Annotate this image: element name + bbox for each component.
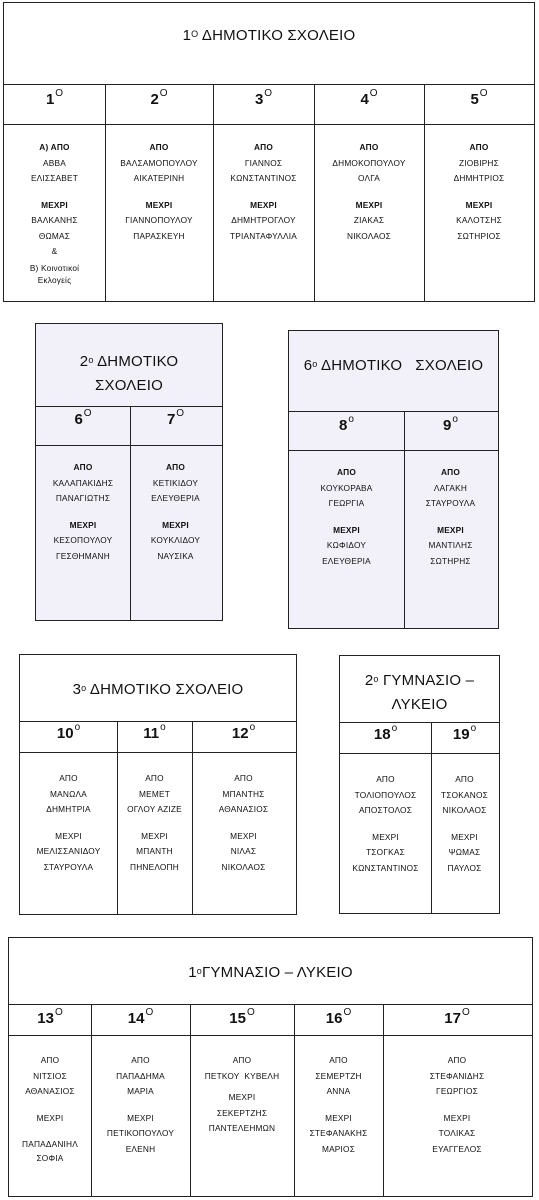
school-title: $1^o\Gamma\Upsilon MNA\Sigma IO$ – ΛΥΚΕΙΟ bbox=[188, 964, 353, 981]
school-title: $3^o$ ΔΗΜΟΤΙΚΟ ΣΧΟΛΕΙΟ bbox=[72, 681, 244, 698]
section-number bbox=[190, 1007, 294, 1027]
ordinal-suffix: Ο bbox=[369, 88, 378, 99]
ordinal-suffix: Ο bbox=[145, 1007, 154, 1018]
section-range bbox=[36, 460, 130, 564]
section-number bbox=[404, 414, 497, 434]
text-line: 12 bbox=[231, 725, 249, 742]
section-range bbox=[289, 465, 404, 569]
text-line: ΝΙΛΑΣ bbox=[230, 846, 257, 856]
ordinal-suffix: ο bbox=[373, 674, 379, 684]
school-title-line2: ΣΧΟΛΕΙΟ bbox=[95, 377, 163, 394]
text-line: ΑΠΟ bbox=[336, 467, 357, 477]
text-line: 4 bbox=[360, 91, 369, 108]
text-line bbox=[340, 819, 431, 830]
ordinal-suffix: Ο bbox=[461, 1007, 470, 1018]
text-line bbox=[383, 1100, 531, 1111]
section-number bbox=[36, 408, 130, 428]
text-line bbox=[314, 187, 424, 198]
text-line: ΚΑΛΑΠΑΚΙΔΗΣ bbox=[52, 477, 114, 488]
text-line: 6 bbox=[74, 411, 83, 428]
ordinal-suffix: ο bbox=[196, 966, 203, 976]
section-number bbox=[294, 1007, 383, 1027]
text-line: ΑΠΟ bbox=[440, 467, 461, 477]
ordinal-suffix: ο bbox=[452, 414, 458, 425]
text-line: 3 bbox=[254, 91, 264, 108]
section-range bbox=[9, 1053, 91, 1164]
text-line: ΚΩΝΣΤΑΝΤΙΝΟΣ bbox=[230, 173, 297, 183]
divider bbox=[36, 445, 222, 446]
text-line: ΚΕΤΙΚΙΔΟΥ bbox=[152, 477, 199, 488]
text-line: ΜΕΧΡΙ bbox=[41, 199, 68, 210]
section-range bbox=[130, 460, 221, 564]
text-line: ΝΙΚΟΛΑΟΣ bbox=[347, 230, 391, 241]
section-range bbox=[4, 140, 105, 286]
text-line: 9 bbox=[443, 417, 452, 434]
text-line: ΜΕΛΙΣΣΑΝΙΔΟΥ bbox=[36, 846, 101, 856]
section-number bbox=[9, 1007, 91, 1027]
ordinal-suffix: Ο bbox=[343, 1007, 352, 1018]
text-line: ΔΗΜΗΤΡΟΓΛΟΥ bbox=[231, 215, 296, 225]
text-line: ΓΕΩΡΓΙΑ bbox=[328, 498, 365, 508]
text-line: ΠΑΥΛΟΣ bbox=[447, 862, 482, 873]
text-line: ΣΕΚΕΡΤΖΗΣ bbox=[216, 1107, 268, 1118]
text-line: ΣΕΜΕΡΤΖΗ bbox=[315, 1070, 362, 1081]
text-line: ΣΟΦΙΑ bbox=[36, 1152, 64, 1163]
text-line: 8 bbox=[339, 417, 348, 434]
section-number bbox=[91, 1007, 190, 1027]
ordinal-suffix: ο bbox=[160, 722, 166, 733]
text-line: ΑΠΟ bbox=[165, 462, 186, 472]
text-line: ΑΝΝΑ bbox=[326, 1086, 351, 1096]
text-line: ΚΩΝΣΤΑΝΤΙΝΟΣ bbox=[352, 862, 419, 873]
text-line: ΕΥΑΓΓΕΛΟΣ bbox=[432, 1143, 482, 1154]
text-line: ΚΑΛΟΤΣΗΣ bbox=[456, 215, 502, 225]
text-line: ΜΕΧΡΙ bbox=[437, 524, 464, 535]
section-range bbox=[192, 771, 295, 875]
text-line: Α) ΑΠΟ bbox=[39, 142, 70, 152]
text-line: ΕΛΙΣΣΑΒΕΤ bbox=[30, 173, 79, 183]
section-number bbox=[105, 88, 213, 108]
text-line: Β) Κοινοτικοί bbox=[29, 262, 80, 273]
text-line bbox=[289, 512, 404, 523]
text-line: ΒΑΛΚΑΝΗΣ bbox=[31, 215, 78, 225]
section-range bbox=[431, 772, 498, 876]
ordinal-suffix: ο bbox=[249, 722, 256, 733]
divider bbox=[9, 1004, 532, 1005]
text-line: ΜΠΑΝΤΗ bbox=[136, 846, 173, 856]
text-line: ΑΠΟ bbox=[149, 142, 169, 152]
section-number bbox=[289, 414, 404, 434]
text-line: ΠΑΝΤΕΛΕΗΜΩΝ bbox=[208, 1123, 276, 1133]
ordinal-suffix: Ο bbox=[159, 88, 168, 99]
text-line: ΜΑΡΙΟΣ bbox=[321, 1143, 356, 1154]
text-line: 14 bbox=[127, 1010, 145, 1027]
text-line: ΠΑΠΑΔΗΜΑ bbox=[116, 1070, 165, 1081]
text-line: ΤΟΛΙΟΠΟΥΛΟΣ bbox=[354, 789, 417, 800]
section-number bbox=[213, 88, 314, 108]
text-line: ΑΠΟ bbox=[469, 142, 489, 152]
text-line: ΜΕΧΡΙ bbox=[250, 199, 277, 210]
text-line: ΒΑΛΣΑΜΟΠΟΥΛΟΥ bbox=[120, 157, 198, 168]
section-number bbox=[192, 722, 295, 742]
text-line: ΑΠΟ bbox=[447, 1055, 467, 1065]
ordinal-suffix: ο bbox=[470, 723, 477, 734]
section-range bbox=[105, 140, 213, 244]
school-2-dimotiko bbox=[35, 323, 223, 621]
text-line: ΑΠΟ bbox=[455, 774, 474, 784]
text-line: ΑΘΑΝΑΣΙΟΣ bbox=[25, 1086, 75, 1096]
section-number bbox=[314, 88, 424, 108]
text-line: ΑΠΟΣΤΟΛΟΣ bbox=[358, 805, 413, 815]
text-line: ΣΩΤΗΡΗΣ bbox=[430, 555, 471, 566]
text-line bbox=[20, 818, 117, 829]
text-line: Εκλογείς bbox=[37, 274, 72, 285]
school-ordinal: 1 bbox=[182, 27, 192, 44]
section-range bbox=[190, 1053, 294, 1137]
text-line bbox=[9, 1100, 91, 1111]
text-line: ΑΠΟ bbox=[59, 773, 78, 783]
text-line bbox=[213, 187, 314, 198]
text-line bbox=[192, 818, 295, 829]
divider bbox=[4, 84, 534, 85]
text-line: ΟΓΛΟΥ ΑΖΙΖΕ bbox=[127, 804, 182, 814]
section-range bbox=[117, 771, 192, 875]
text-line: ΛΑΓΑΚΗ bbox=[433, 482, 468, 493]
text-line: ΜΕΧΡΙ bbox=[228, 1092, 256, 1102]
text-line: 2 bbox=[150, 91, 159, 108]
text-line: ΘΩΜΑΣ bbox=[38, 230, 71, 241]
divider bbox=[289, 450, 498, 451]
text-line: ΣΤΑΥΡΟΥΛΑ bbox=[43, 861, 94, 872]
text-line: ΜΕΧΡΙ bbox=[69, 519, 97, 530]
text-line: ΜΑΝΤΙΛΗΣ bbox=[428, 540, 473, 550]
section-range bbox=[294, 1053, 383, 1157]
divider bbox=[4, 124, 534, 125]
section-number bbox=[4, 88, 105, 108]
text-line: ΨΩΜΑΣ bbox=[448, 847, 481, 857]
text-line: ΣΤΕΦΑΝΑΚΗΣ bbox=[309, 1128, 368, 1138]
text-line: ΜΕΧΡΙ bbox=[55, 830, 82, 841]
ordinal-suffix: Ο bbox=[176, 408, 185, 419]
school-title: $2^o$ ΔΗΜΟΤΙΚΟ bbox=[79, 353, 179, 370]
text-line: ΠΗΝΕΛΟΠΗ bbox=[130, 861, 179, 872]
section-number bbox=[340, 723, 431, 743]
text-line: 19 bbox=[452, 726, 470, 743]
section-number bbox=[431, 723, 498, 743]
text-line: ΑΠΟ bbox=[234, 773, 253, 783]
text-line: ΜΕΧΡΙ bbox=[162, 519, 189, 530]
divider bbox=[20, 752, 296, 753]
text-line: ΑΠΟ bbox=[329, 1055, 348, 1065]
ordinal-suffix: ο bbox=[348, 414, 354, 425]
ordinal-suffix: Ο bbox=[83, 408, 92, 419]
section-number bbox=[130, 408, 221, 428]
text-line: ΖΙΑΚΑΣ bbox=[353, 215, 385, 225]
text-line: ΤΣΟΚΑΝΟΣ bbox=[441, 789, 488, 800]
school-title: $2^o$ ΓΥΜΝΑΣΙΟ – bbox=[364, 672, 475, 689]
text-line: ΑΠΟ bbox=[131, 1055, 150, 1065]
section-number bbox=[424, 88, 534, 108]
ordinal-suffix: Ο bbox=[55, 88, 64, 99]
text-line bbox=[105, 187, 213, 198]
text-line: 10 bbox=[56, 725, 74, 742]
text-line: ΑΠΟ bbox=[73, 462, 93, 472]
school-1-gymnasio-lykeio bbox=[8, 937, 533, 1197]
section-range bbox=[91, 1053, 190, 1157]
text-line: ΣΩΤΗΡΙΟΣ bbox=[457, 230, 501, 241]
ordinal-suffix: Ο bbox=[479, 88, 488, 99]
text-line: 16 bbox=[325, 1010, 343, 1027]
text-line: ΑΠΟ bbox=[376, 774, 395, 784]
school-title bbox=[4, 25, 534, 47]
text-line: 13 bbox=[37, 1010, 54, 1027]
text-line: ΝΙΚΟΛΑΟΣ bbox=[221, 861, 266, 872]
section-range bbox=[20, 771, 117, 875]
text-line: 7 bbox=[166, 411, 176, 428]
text-line: ΑΠΟ bbox=[359, 142, 379, 152]
school-title-text: ΔΗΜΟΤΙΚΟ ΣΧΟΛΕΙΟ bbox=[201, 27, 356, 44]
text-line: ΑΒΒΑ bbox=[43, 157, 66, 168]
text-line: ΚΩΦΙΔΟΥ bbox=[326, 540, 367, 550]
section-number bbox=[20, 722, 117, 742]
school-6-dimotiko bbox=[288, 330, 499, 629]
text-line: ΕΛΕΥΘΕΡΙΑ bbox=[151, 493, 200, 503]
school-title-line2: ΛΥΚΕΙΟ bbox=[391, 696, 448, 713]
section-range bbox=[383, 1053, 531, 1157]
text-line: ΠΕΤΙΚΟΠΟΥΛΟΥ bbox=[106, 1128, 175, 1138]
ordinal-suffix: ο bbox=[88, 355, 94, 365]
text-line: ΠΑΠΑΔΑΝΙΗΛ bbox=[22, 1139, 78, 1149]
text-line: ΑΘΑΝΑΣΙΟΣ bbox=[218, 804, 269, 814]
text-line: ΑΠΟ bbox=[145, 773, 164, 783]
text-line bbox=[91, 1100, 190, 1111]
text-line: ΚΕΣΟΠΟΥΛΟΥ bbox=[53, 535, 113, 545]
text-line: ΜΕΧΡΙ bbox=[372, 831, 399, 842]
text-line: & bbox=[51, 246, 58, 256]
text-line bbox=[117, 818, 192, 829]
text-line: ΔΗΜΟΚΟΠΟΥΛΟΥ bbox=[332, 157, 406, 168]
text-line: ΓΙΑΝΝΟΠΟΥΛΟΥ bbox=[125, 215, 193, 225]
text-line: ΓΙΑΝΝΟΣ bbox=[244, 157, 283, 168]
text-line bbox=[9, 1126, 91, 1137]
ordinal-suffix: ο bbox=[81, 683, 87, 693]
ordinal-suffix: Ο bbox=[264, 88, 273, 99]
text-line: ΜΕΧΡΙ bbox=[443, 1112, 471, 1123]
text-line: ΜΕΧΡΙ bbox=[230, 830, 257, 841]
section-number bbox=[117, 722, 192, 742]
text-line: ΜΕΧΡΙ bbox=[465, 199, 493, 210]
section-range bbox=[340, 772, 431, 876]
text-line: ΜΑΝΩΛΑ bbox=[50, 788, 87, 799]
text-line: 17 bbox=[444, 1010, 461, 1027]
text-line: ΟΛΓΑ bbox=[358, 173, 380, 183]
text-line: ΜΕΧΡΙ bbox=[355, 199, 383, 210]
text-line: ΣΤΑΥΡΟΥΛΑ bbox=[425, 498, 476, 508]
ordinal-suffix: ο bbox=[312, 359, 318, 369]
section-range bbox=[213, 140, 314, 244]
ordinal-suffix: Ο bbox=[246, 1007, 255, 1018]
text-line: ΜΕΧΡΙ bbox=[451, 831, 478, 842]
text-line: ΜΑΡΙΑ bbox=[127, 1086, 154, 1096]
text-line: ΔΗΜΗΤΡΙΟΣ bbox=[453, 173, 505, 183]
school-title: $6^o$ ΔΗΜΟΤΙΚΟ ΣΧΟΛΕΙΟ bbox=[303, 357, 484, 374]
text-line: ΑΠΟ bbox=[232, 1055, 252, 1065]
text-line: 18 bbox=[373, 726, 391, 743]
text-line: ΜΕΧΡΙ bbox=[127, 1112, 154, 1123]
divider bbox=[289, 411, 498, 412]
text-line bbox=[431, 819, 498, 830]
text-line bbox=[4, 187, 105, 198]
text-line: 5 bbox=[470, 91, 479, 108]
text-line: ΕΛΕΝΗ bbox=[125, 1143, 156, 1154]
text-line: 1 bbox=[45, 91, 55, 108]
school-ordinal-sup: Ο bbox=[191, 29, 199, 39]
text-line: ΕΛΕΥΘΕΡΙΑ bbox=[322, 555, 371, 566]
section-range bbox=[424, 140, 534, 244]
school-2-gymnasio-lykeio bbox=[339, 655, 500, 914]
section-range bbox=[314, 140, 424, 244]
text-line bbox=[130, 507, 221, 518]
text-line: ΚΟΥΚΛΙΔΟΥ bbox=[150, 535, 201, 545]
divider bbox=[340, 753, 499, 754]
text-line bbox=[36, 507, 130, 518]
school-3-dimotiko bbox=[19, 654, 297, 915]
text-line: ΣΤΕΦΑΝΙΔΗΣ bbox=[429, 1070, 485, 1081]
ordinal-suffix: ο bbox=[391, 723, 398, 734]
text-line: ΚΟΥΚΟΡΑΒΑ bbox=[320, 482, 373, 493]
text-line: ΜΕΧΡΙ bbox=[141, 830, 168, 841]
text-line: 11 bbox=[143, 725, 160, 742]
divider bbox=[36, 406, 222, 407]
text-line: ΑΠΟ bbox=[40, 1055, 60, 1065]
text-line: ΠΑΝΑΓΙΩΤΗΣ bbox=[55, 493, 111, 503]
text-line: ΜΕΧΡΙ bbox=[145, 199, 173, 210]
text-line bbox=[404, 512, 497, 523]
text-line: ΝΑΥΣΙΚΑ bbox=[157, 550, 194, 561]
divider bbox=[9, 1035, 532, 1036]
text-line: ΓΕΣΘΗΜΑΝΗ bbox=[56, 550, 110, 561]
text-line: ΑΙΚΑΤΕΡΙΝΗ bbox=[133, 173, 185, 183]
text-line: ΜΕΧΡΙ bbox=[333, 524, 360, 535]
text-line: ΤΟΛΙΚΑΣ bbox=[438, 1128, 476, 1138]
section-number bbox=[383, 1007, 531, 1027]
text-line: ΖΙΟΒΙΡΗΣ bbox=[459, 157, 499, 168]
text-line: ΔΗΜΗΤΡΙΑ bbox=[46, 804, 91, 814]
text-line: ΤΡΙΑΝΤΑΦΥΛΛΙΑ bbox=[230, 230, 297, 241]
text-line: ΓΕΩΡΓΙΟΣ bbox=[436, 1086, 478, 1096]
text-line bbox=[424, 187, 534, 198]
ordinal-suffix: Ο bbox=[54, 1007, 63, 1018]
ordinal-suffix: ο bbox=[74, 722, 81, 733]
text-line bbox=[294, 1100, 383, 1111]
text-line: ΜΕΧΡΙ bbox=[325, 1112, 352, 1123]
text-line: ΜΕΧΡΙ bbox=[36, 1112, 64, 1123]
text-line: ΝΙΚΟΛΑΟΣ bbox=[442, 805, 487, 815]
text-line: ΜΠΑΝΤΗΣ bbox=[222, 788, 265, 799]
text-line: ΠΑΡΑΣΚΕΥΗ bbox=[133, 230, 185, 241]
text-line: ΝΙΤΣΙΟΣ bbox=[33, 1070, 67, 1081]
text-line: ΤΣΟΓΚΑΣ bbox=[366, 847, 405, 857]
section-range bbox=[404, 465, 497, 569]
text-line: 15 bbox=[229, 1010, 246, 1027]
text-line: ΜΕΜΕΤ bbox=[139, 788, 170, 799]
text-line: ΠΕΤΚΟΥ ΚΥΒΕΛΗ bbox=[204, 1070, 280, 1081]
text-line: ΑΠΟ bbox=[253, 142, 274, 152]
school-1-dimotiko bbox=[3, 2, 535, 302]
